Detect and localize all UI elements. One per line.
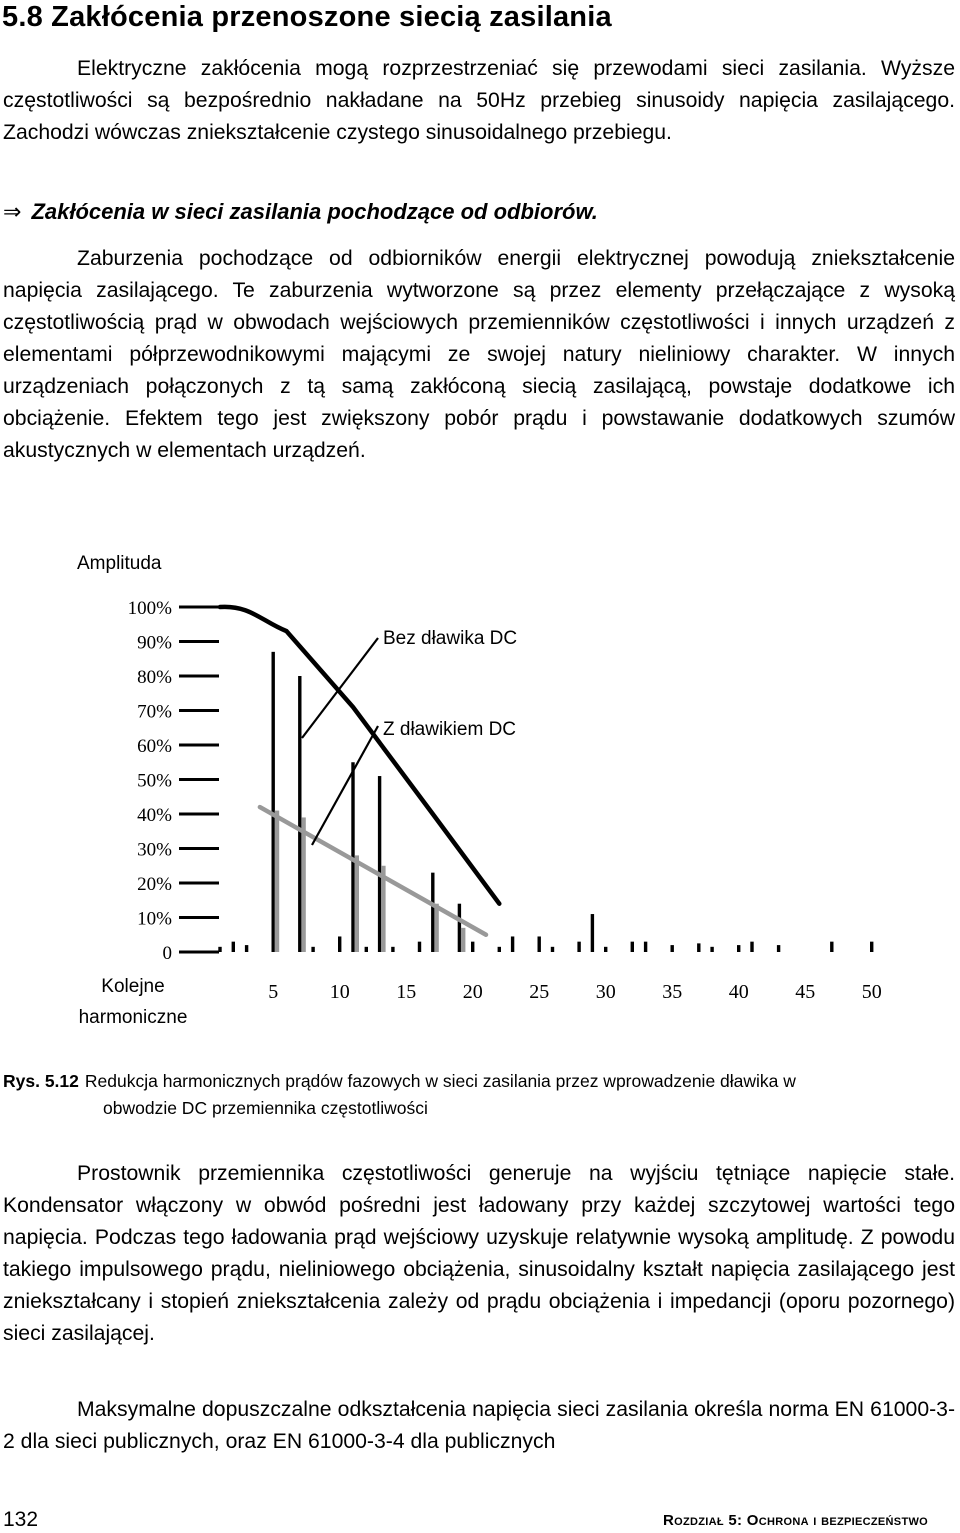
y-tick-label: 30% [137, 839, 172, 861]
bar-z-dlawikiem [461, 928, 466, 952]
bar-bez-dlawika [298, 676, 301, 952]
x-tick-label: 5 [268, 981, 279, 1003]
y-tick-label: 100% [127, 598, 172, 619]
bar-z-dlawikiem [355, 855, 360, 952]
x-tick-label: 45 [795, 981, 816, 1003]
body-paragraph-2: Prostownik przemiennika częstotliwości generuje na wyjściu tętniące napięcie stałe. Kondensator włączony w obwód pośredni jest ładowany przy każdej szczytowej wartości tego napięcia. Podczas tego ładowania prąd wejściowy uzyskuje relatywnie wysoką amplitudę. Z powodu takiego impulsowego prądu, nieliniowego obciążenia, sinusoidalny kształt napięcia zasilającego jest zniekształcany i stopień zniekształcenia zależy od prądu obciążenia i impedancji (oporu pozornego) sieci zasilającej. [3, 1162, 955, 1345]
bar-bez-dlawika [471, 942, 474, 952]
bar-bez-dlawika [498, 947, 501, 952]
bar-bez-dlawika [577, 942, 580, 952]
bar-bez-dlawika [631, 942, 634, 952]
y-tick-mark [179, 916, 219, 919]
implies-arrow-icon: ⇒ [3, 199, 22, 224]
y-tick-mark [179, 813, 219, 816]
bar-bez-dlawika [697, 943, 700, 952]
section-title: 5.8 Zakłócenia przenoszone siecią zasilania [2, 1, 612, 33]
y-tick-mark [179, 744, 219, 747]
envelope-bez-dlawika [220, 607, 499, 904]
x-tick-label: 30 [595, 981, 616, 1003]
bar-bez-dlawika [551, 947, 554, 952]
bar-bez-dlawika [830, 942, 833, 952]
y-tick-mark [179, 709, 219, 712]
y-tick-label: 90% [137, 632, 172, 654]
bar-bez-dlawika [511, 936, 514, 952]
bar-bez-dlawika [671, 945, 674, 952]
bar-bez-dlawika [458, 904, 461, 952]
x-tick-label: 10 [329, 981, 350, 1003]
y-tick-label: 40% [137, 805, 172, 826]
y-tick-label: 50% [137, 770, 172, 792]
y-tick-mark [179, 675, 219, 678]
leader-line-z-dlawikiem [312, 726, 378, 845]
bar-bez-dlawika [245, 945, 248, 952]
caption-text: Redukcja harmonicznych prądów fazowych w sieci zasilania przez wprowadzenie dławika w [84, 1071, 796, 1091]
bar-z-dlawikiem [275, 811, 280, 952]
bar-bez-dlawika [311, 947, 314, 952]
body-paragraph-3: Maksymalne dopuszczalne odkształcenia napięcia sieci zasilania określa norma EN 61000-3-2 dla sieci publicznych, oraz EN 61000-3-4 dla publicznych [3, 1398, 955, 1453]
bar-bez-dlawika [378, 776, 381, 952]
y-tick-mark [179, 847, 219, 850]
subsection-heading [3, 196, 598, 228]
bar-bez-dlawika [737, 945, 740, 952]
harmonics-chart [60, 545, 940, 1035]
legend-z-dlawikiem: Z dławikiem DC [383, 719, 517, 740]
bar-bez-dlawika [870, 942, 873, 952]
y-tick-label: 60% [137, 736, 172, 757]
bar-bez-dlawika [777, 945, 780, 952]
bar-bez-dlawika [232, 942, 235, 952]
subsection-title: Zakłócenia w sieci zasilania pochodzące od odbiorów. [31, 199, 598, 224]
x-tick-label: 15 [396, 981, 417, 1003]
harmonics-chart-svg [60, 545, 940, 1035]
intro-paragraph: Elektryczne zakłócenia mogą rozprzestrzeniać się przewodami sieci zasilania. Wyższe częstotliwości są bezpośrednio nakładane na 50Hz przebieg sinusoidy napięcia zasilającego. Zachodzi wówczas zniekształcenie czystego sinusoidalnego przebiegu. [3, 57, 955, 144]
bar-bez-dlawika [418, 942, 421, 952]
y-tick-mark [179, 882, 219, 885]
y-axis-label: Amplituda [77, 553, 162, 574]
y-tick-mark [179, 606, 219, 609]
x-tick-label: 20 [462, 981, 483, 1003]
bar-bez-dlawika [338, 936, 341, 952]
bar-bez-dlawika [644, 942, 647, 952]
bar-bez-dlawika [272, 652, 275, 952]
bar-bez-dlawika [218, 947, 221, 952]
bar-bez-dlawika [538, 936, 541, 952]
x-tick-label: 35 [662, 981, 683, 1003]
caption-number: Rys. 5.12 [3, 1071, 79, 1091]
envelope-z-dlawikiem [260, 807, 486, 935]
y-tick-label: 0 [162, 943, 172, 964]
x-tick-label: 25 [529, 981, 550, 1003]
caption-text-continued: obwodzie DC przemiennika częstotliwości [103, 1098, 428, 1118]
bar-bez-dlawika [365, 947, 368, 952]
x-axis-label-line1: Kolejne [101, 976, 165, 997]
bar-bez-dlawika [750, 942, 753, 952]
figure-caption [3, 1068, 953, 1122]
legend-bez-dlawika: Bez dławika DC [383, 628, 518, 649]
bar-bez-dlawika [710, 947, 713, 952]
y-tick-mark [179, 951, 219, 954]
x-tick-label: 50 [861, 981, 882, 1003]
bar-bez-dlawika [431, 873, 434, 952]
y-tick-label: 20% [137, 874, 172, 895]
x-tick-label: 40 [728, 981, 749, 1003]
chapter-title: Rozdział 5: Ochrona i bezpieczeństwo [663, 1512, 928, 1529]
bar-bez-dlawika [391, 947, 394, 952]
body-paragraph-1: Zaburzenia pochodzące od odbiorników energii elektrycznej powodują zniekształcenie napięcia zasilającego. Te zaburzenia wytworzone są przez elementy przełączające z wysoką częstotliwością prąd w obwodach wejściowych przemienników częstotliwości i innych urządzeń z elementami półprzewodnikowymi mającymi ze swojej natury nieliniowy charakter. W innych urządzeniach połączonych z tą samą zakłóconą siecią zasilającą, powstaje dodatkowe ich obciążenie. Efektem tego jest zwiększony pobór prądu i powstawanie dodatkowych szumów akustycznych w elementach urządzeń. [3, 247, 955, 462]
bar-bez-dlawika [591, 914, 594, 952]
y-tick-mark [179, 640, 219, 643]
bar-bez-dlawika [604, 947, 607, 952]
y-tick-label: 80% [137, 667, 172, 688]
bar-z-dlawikiem [434, 904, 439, 952]
page-number: 132 [3, 1508, 39, 1531]
y-tick-label: 10% [137, 908, 172, 930]
bar-z-dlawikiem [301, 817, 306, 952]
y-tick-label: 70% [137, 701, 172, 723]
x-axis-label-line2: harmoniczne [78, 1007, 188, 1028]
y-tick-mark [179, 778, 219, 781]
